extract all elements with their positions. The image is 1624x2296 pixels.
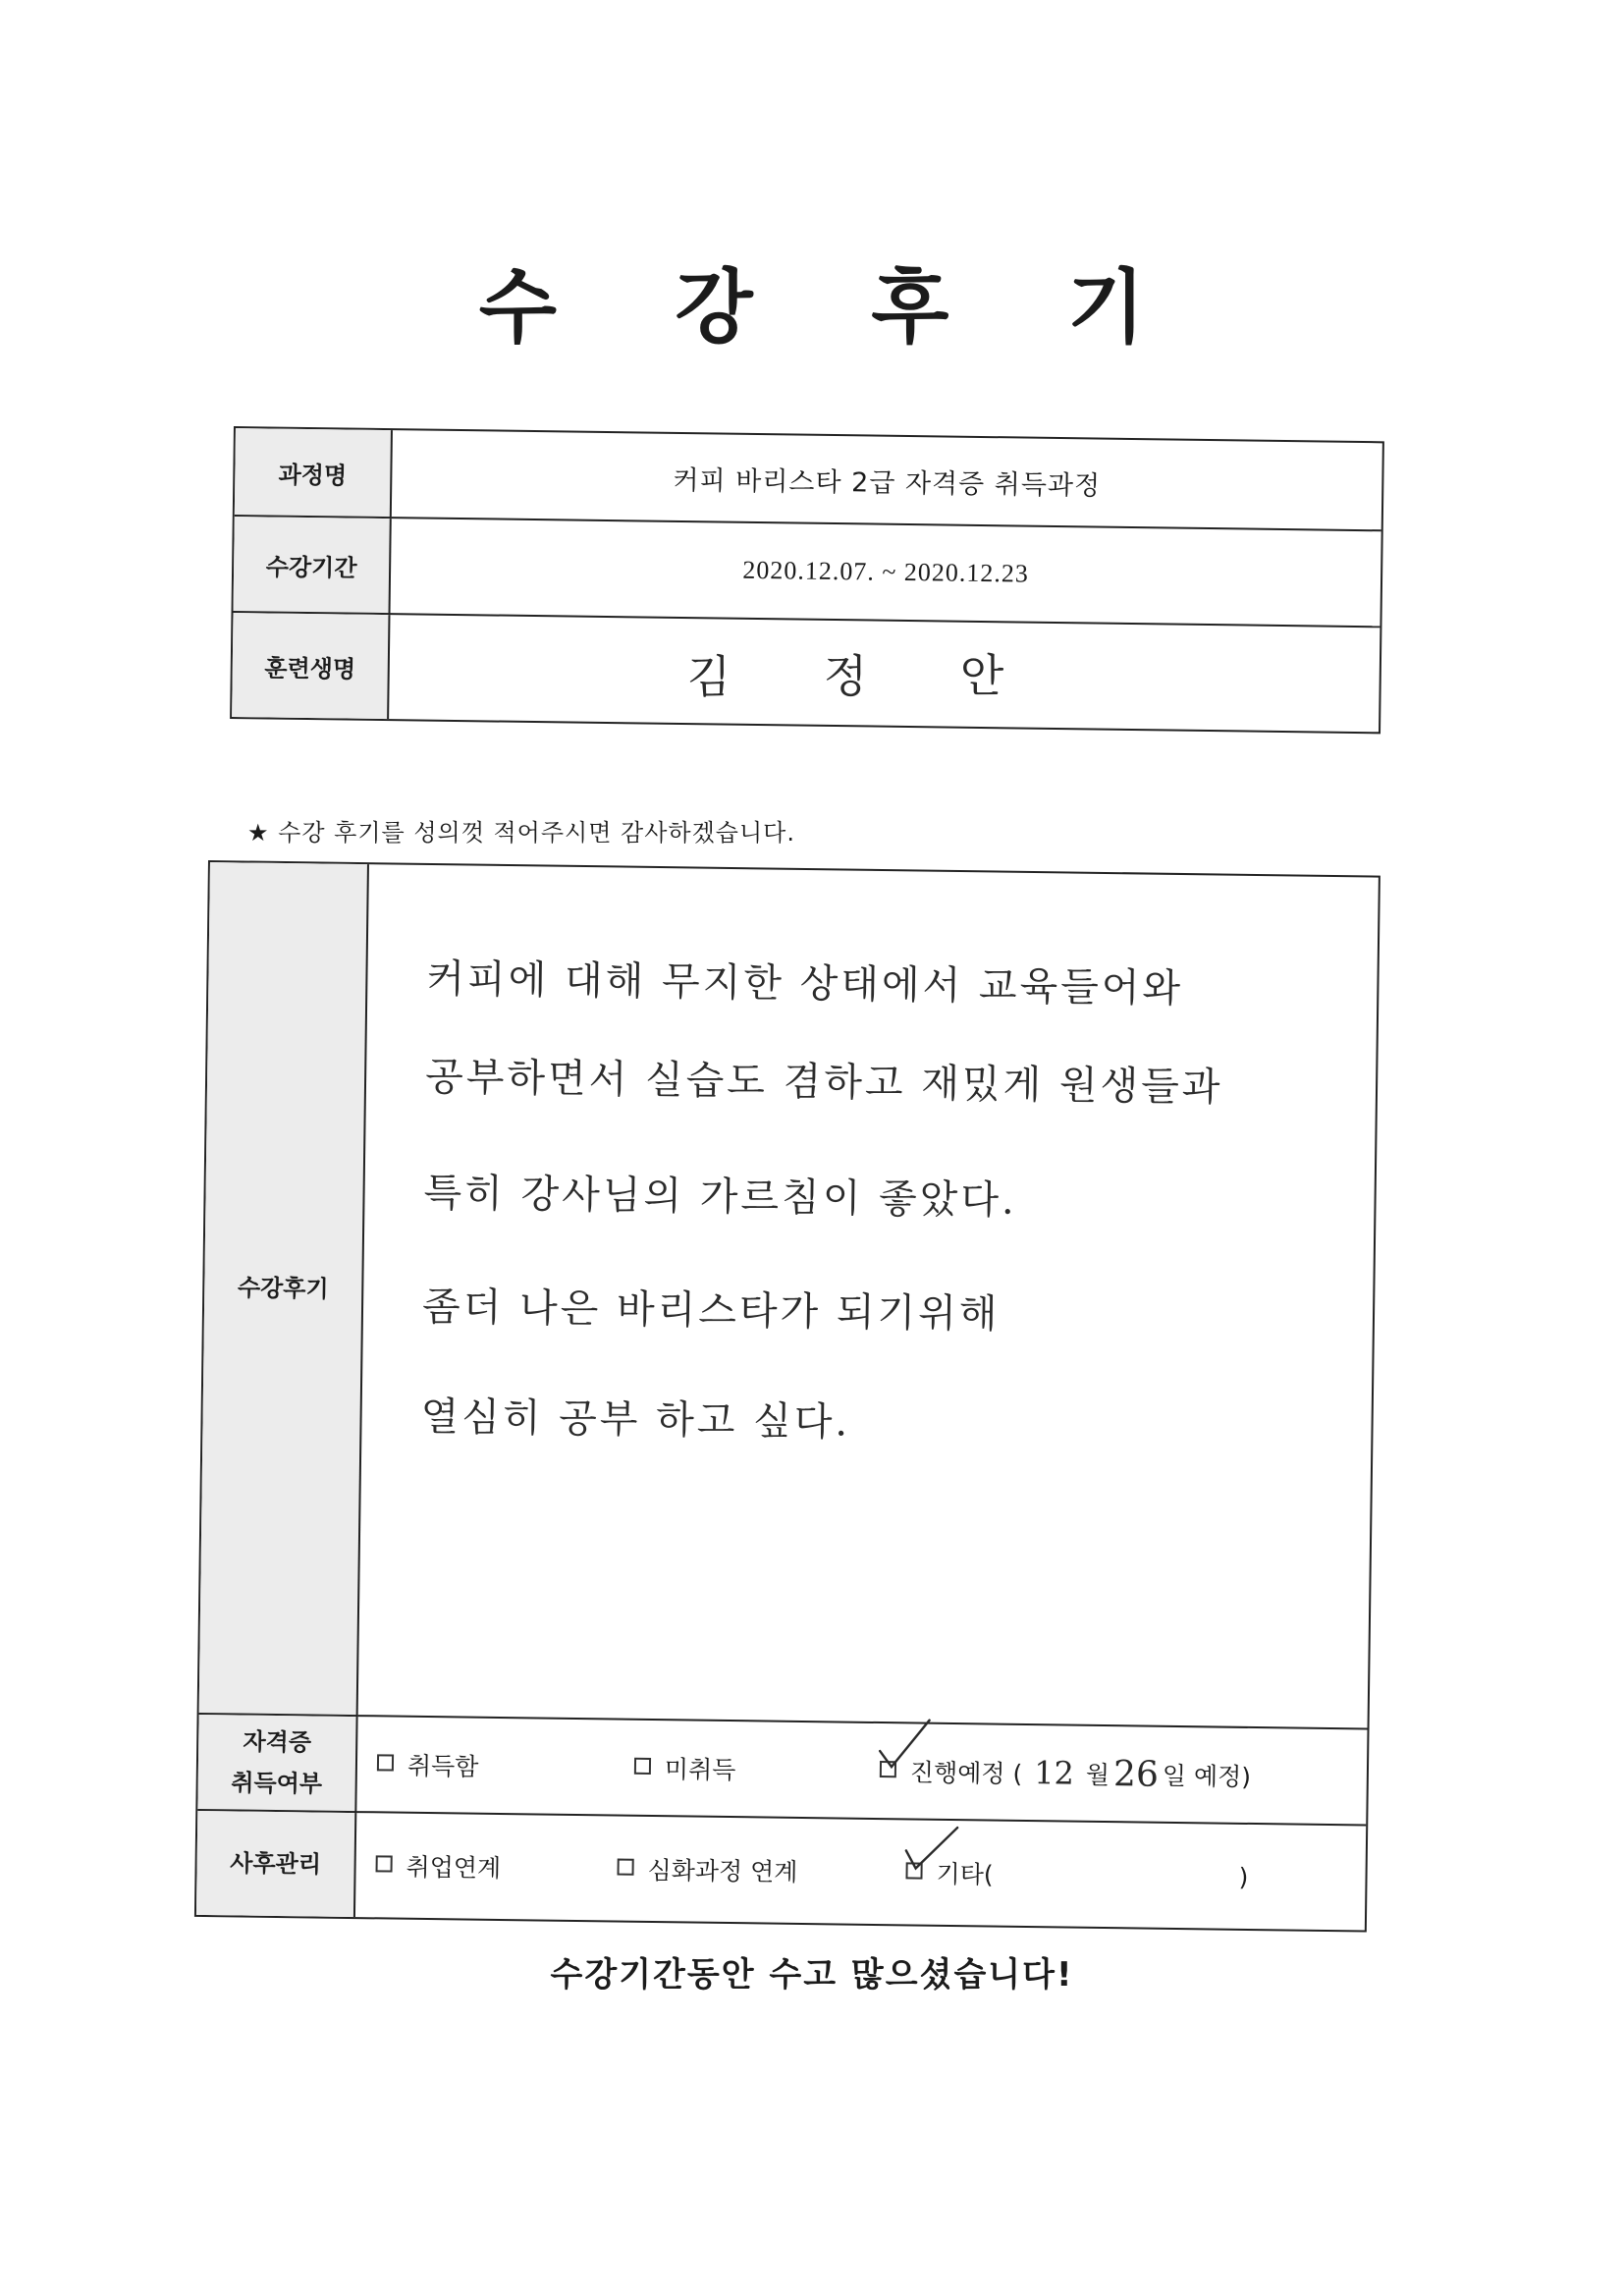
handwritten-check-icon: [901, 1821, 961, 1881]
period-label: 수강기간: [234, 517, 392, 615]
course-name-value: 커피 바리스타 2급 자격증 취득과정: [392, 430, 1382, 531]
cert-option-not-obtained[interactable]: [634, 1750, 880, 1788]
cert-month-handwritten: 12: [1033, 1754, 1075, 1792]
followup-other-close: ): [1238, 1862, 1249, 1891]
trainee-name-handwritten: 김 정 안: [686, 648, 1044, 704]
followup-option-job-label: 취업연계: [406, 1852, 502, 1883]
course-name-label: 과정명: [235, 428, 393, 519]
cert-day-handwritten: 26: [1112, 1753, 1160, 1795]
followup-option-other-label: 기타(: [936, 1859, 994, 1889]
certification-label-line2: 취득여부: [231, 1769, 323, 1798]
followup-option-advanced-label: 심화과정 연계: [647, 1855, 798, 1886]
checkbox-obtained[interactable]: [377, 1754, 394, 1771]
review-body: [358, 864, 1379, 1729]
closing-message: 수강기간동안 수고 많으셨습니다!: [550, 1955, 1074, 1995]
trainee-name-cell: [389, 615, 1380, 732]
followup-other-blank[interactable]: [994, 1874, 1239, 1877]
certification-options: [356, 1717, 1367, 1826]
handwritten-check-icon: [876, 1717, 936, 1777]
cert-day-unit: 일 예정): [1162, 1761, 1252, 1791]
checkbox-advanced[interactable]: [618, 1858, 634, 1875]
checkbox-job[interactable]: [376, 1855, 393, 1872]
review-line-1: 커피에 대해 무지한 상태에서 교육들어와: [426, 956, 1184, 1012]
instruction-note: ★ 수강 후기를 성의껏 적어주시면 감사하겠습니다.: [247, 819, 795, 847]
followup-label: 사후관리: [196, 1811, 356, 1917]
followup-options: [355, 1813, 1366, 1930]
cert-option-obtained-label: 취득함: [406, 1751, 479, 1781]
followup-option-other[interactable]: [905, 1854, 1248, 1894]
cert-option-obtained[interactable]: [377, 1746, 634, 1784]
trainee-name-label: 훈련생명: [232, 613, 390, 719]
certification-label-line1: 자격증: [243, 1727, 312, 1757]
checkbox-not-obtained[interactable]: [634, 1757, 651, 1774]
review-label: 수강후기: [199, 862, 369, 1717]
period-value: 2020.12.07. ~ 2020.12.23: [390, 519, 1380, 628]
followup-option-job[interactable]: [375, 1847, 617, 1886]
review-line-2: 공부하면서 실습도 겸하고 재밌게 원생들과: [424, 1054, 1223, 1111]
cert-option-in-progress-label: 진행예정 (: [909, 1758, 1023, 1788]
review-line-5: 열심히 공부 하고 싶다.: [420, 1394, 851, 1446]
page-title: 수 강 후 기: [478, 261, 1191, 355]
review-line-4: 좀더 나은 바리스타가 되기위해: [421, 1284, 1001, 1338]
course-info-table: [230, 426, 1384, 734]
cert-option-in-progress[interactable]: [880, 1751, 1252, 1796]
certification-label: [197, 1715, 357, 1813]
review-table: [194, 860, 1380, 1933]
cert-option-not-obtained-label: 미취득: [664, 1755, 736, 1785]
followup-option-advanced[interactable]: [617, 1851, 905, 1890]
cert-month-unit: 월: [1085, 1760, 1110, 1790]
review-line-3: 특히 강사님의 가르침이 좋았다.: [423, 1170, 1018, 1224]
